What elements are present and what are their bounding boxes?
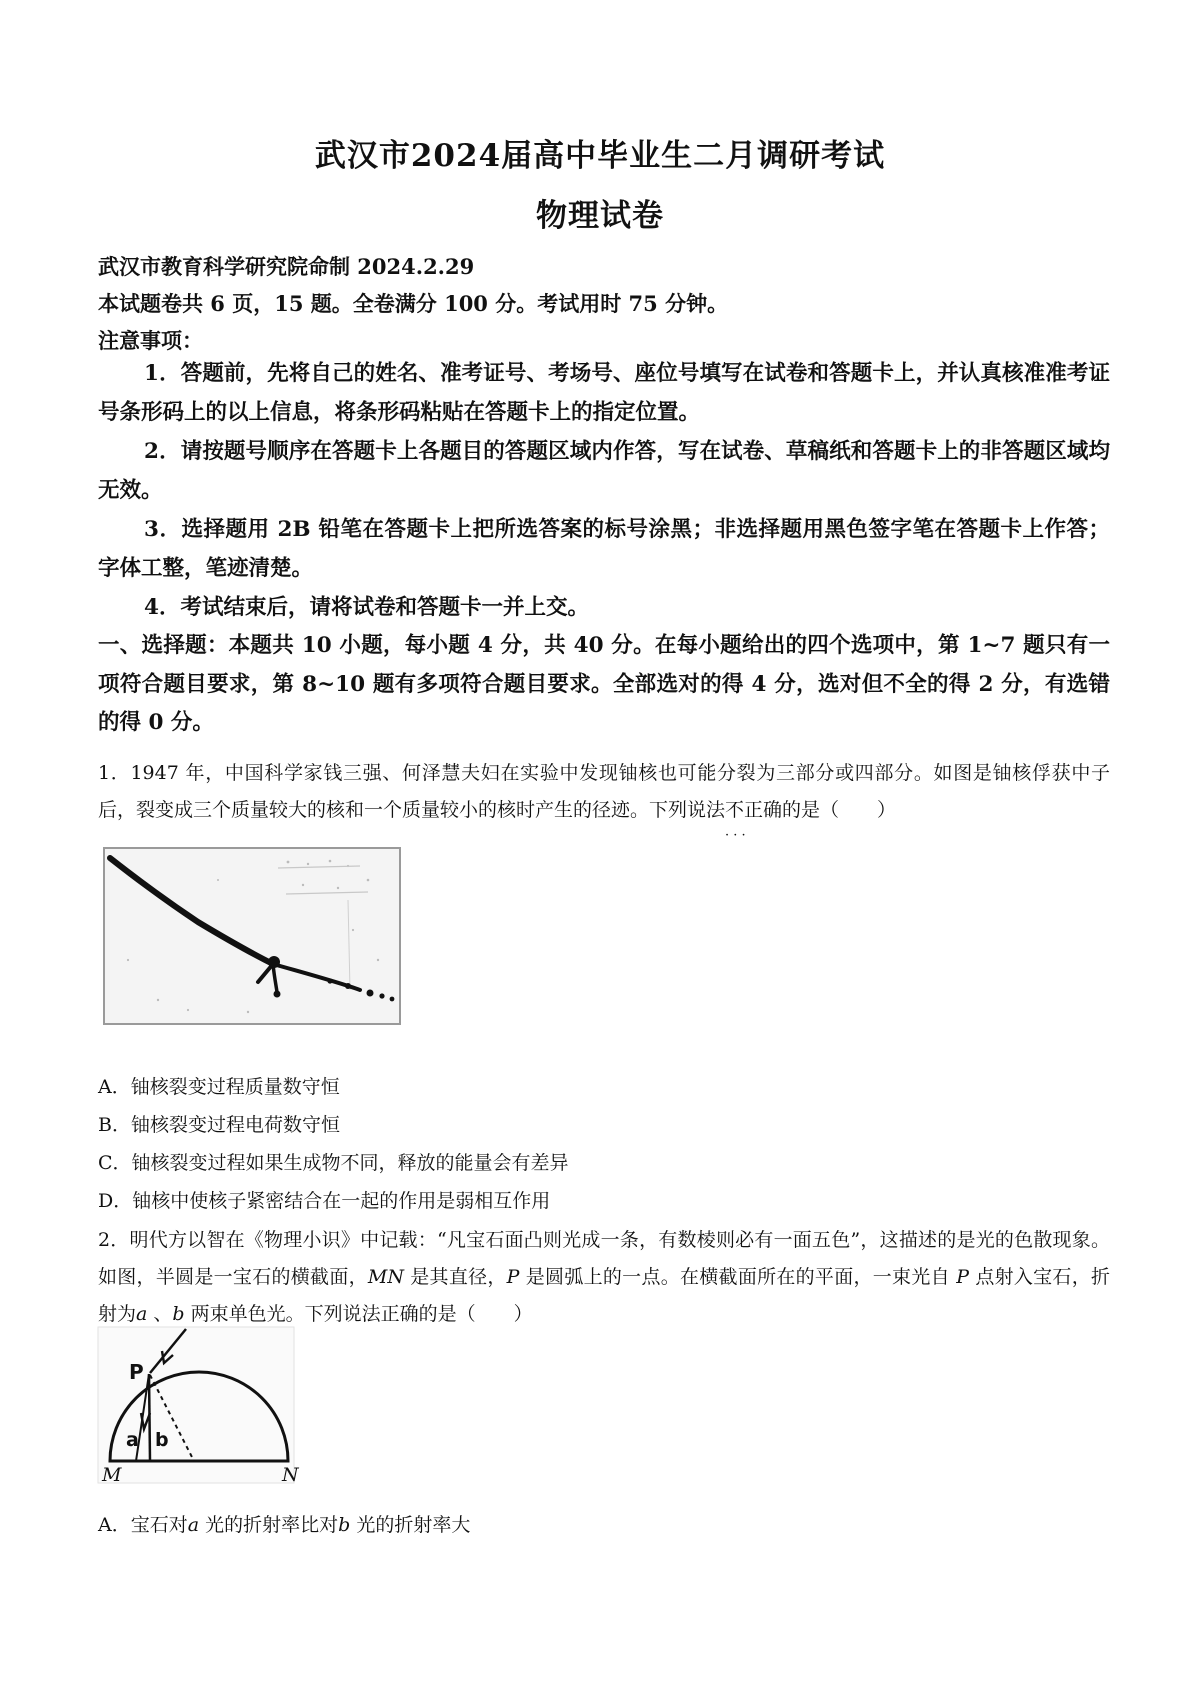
figure-label-a: a xyxy=(126,1429,139,1451)
q1-option-b[interactable]: B．铀核裂变过程电荷数守恒 xyxy=(98,1114,340,1136)
q2-option-a[interactable] xyxy=(98,1510,470,1540)
q2-option-a-ray: b xyxy=(338,1514,351,1536)
figure-label-b: b xyxy=(155,1429,169,1451)
q2-stem-text: 是圆弧上的一点。在横截面所在的平面，一束光自 xyxy=(519,1266,957,1288)
q2-stem-text: 、 xyxy=(147,1303,173,1325)
q1-option-d[interactable]: D．铀核中使核子紧密结合在一起的作用是弱相互作用 xyxy=(98,1190,551,1212)
notice-item xyxy=(98,355,1110,432)
figure-label-m: M xyxy=(102,1464,122,1485)
q2-option-a-text: A．宝石对 xyxy=(98,1514,188,1536)
notice-item xyxy=(98,589,1110,628)
q1-stem-emphasis: 不正确 · · · xyxy=(725,799,782,821)
q2-stem-text: 点射入宝石，折射为 xyxy=(98,1266,1110,1325)
q1-stem-text: 1．1947 年，中国科学家钱三强、何泽慧夫妇在实验中发现铀核也可能分裂为三部分或四部分。如图是铀核俘获中子后，裂变成三个质量较大的核和一个质量较小的核时产生的径迹。下列说法 xyxy=(98,762,1110,821)
notice-number: 1． xyxy=(144,361,181,386)
notice-text: 答题前，先将自己的姓名、准考证号、考场号、座位号填写在试卷和答题卡上，并认真核准准考证号条形码上的以上信息，将条形码粘贴在答题卡上的指定位置。 xyxy=(98,361,1110,425)
q2-diameter-label: MN xyxy=(367,1266,404,1288)
notice-text: 考试结束后，请将试卷和答题卡一并上交。 xyxy=(180,595,589,620)
q1-stem-tail: 的是（ ） xyxy=(782,799,897,821)
q2-stem-text: 两束单色光。下列说法正确的是（ ） xyxy=(184,1303,533,1325)
q2-stem-text: 是其直径， xyxy=(403,1266,507,1288)
q2-option-a-text: 光的折射率比对 xyxy=(199,1514,339,1536)
q2-option-a-text: 光的折射率大 xyxy=(350,1514,471,1536)
q2-option-a-ray: a xyxy=(187,1514,200,1536)
notice-text: 选择题用 2B 铅笔在答题卡上把所选答案的标号涂黑；非选择题用黑色签字笔在答题卡上作答；字体工整，笔迹清楚。 xyxy=(98,517,1111,581)
q1-option-c[interactable]: C．铀核裂变过程如果生成物不同，释放的能量会有差异 xyxy=(98,1152,569,1174)
question-1-stem xyxy=(98,755,1110,829)
gemstone-refraction-figure xyxy=(96,1325,306,1485)
fission-track-figure xyxy=(98,840,408,1030)
notice-label: 注意事项： xyxy=(98,328,203,353)
figure-label-n: N xyxy=(282,1464,299,1485)
q1-option-a[interactable]: A．铀核裂变过程质量数守恒 xyxy=(98,1076,340,1098)
exam-info-line: 本试题卷共 6 页，15 题。全卷满分 100 分。考试用时 75 分钟。 xyxy=(98,291,729,316)
q2-point-label: P xyxy=(506,1266,520,1288)
page-title: 武汉市2024届高中毕业生二月调研考试 xyxy=(314,138,886,174)
notice-number: 3． xyxy=(144,517,182,542)
notice-item xyxy=(98,433,1110,510)
page-subtitle: 物理试卷 xyxy=(536,198,664,234)
notice-text: 请按题号顺序在答题卡上各题目的答题区域内作答，写在试卷、草稿纸和答题卡上的非答题区域均无效。 xyxy=(98,439,1110,503)
section-heading: 一、选择题：本题共 10 小题，每小题 4 分，共 40 分。在每小题给出的四个选项中，第 1~7 题只有一项符合题目要求，第 8~10 题有多项符合题目要求。全部选对的得 4 分，选对但不全的得 2 分，有选错的得 0 分。 xyxy=(98,633,1110,735)
q2-ray-a-label: a xyxy=(136,1303,148,1325)
q2-ray-b-label: b xyxy=(172,1303,185,1325)
figure-label-p: P xyxy=(129,1360,144,1384)
notice-number: 2． xyxy=(144,439,181,464)
q2-point-label: P xyxy=(956,1266,969,1288)
question-2-stem xyxy=(98,1222,1110,1333)
q2-stem-text: 2．明代方以智在《物理小识》中记载：“凡宝石面凸则光成一条，有数棱则必有一面五色”，这描述的是光的色散现象。如图，半圆是一宝石的横截面， xyxy=(98,1229,1110,1288)
notice-item xyxy=(98,511,1110,588)
notice-number: 4． xyxy=(144,595,181,620)
issuer-line: 武汉市教育科学研究院命制 2024.2.29 xyxy=(98,254,475,279)
